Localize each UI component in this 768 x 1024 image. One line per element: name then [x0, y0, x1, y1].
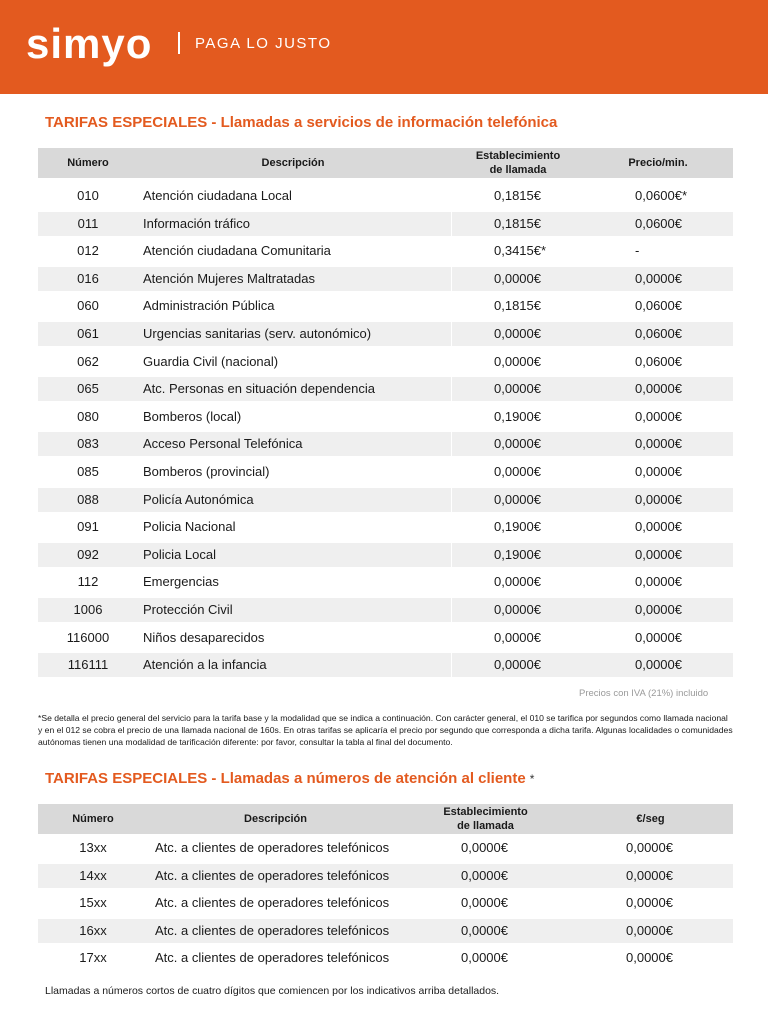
col-descripcion: Descripción	[261, 157, 325, 169]
cell-numero: 065	[77, 381, 99, 397]
cell-precio: 0,0000€	[626, 867, 673, 883]
cell-descripcion: Policía Autonómica	[143, 491, 254, 507]
cell-descripcion: Policia Local	[143, 546, 216, 562]
cell-establecimiento: 0,0000€	[494, 326, 541, 341]
cell-numero: 080	[77, 408, 99, 424]
cell-descripcion: Bomberos (local)	[143, 408, 242, 424]
cell-divider	[451, 488, 452, 512]
cell-numero: 083	[77, 436, 99, 452]
cell-numero: 060	[77, 298, 99, 314]
table-row	[38, 212, 733, 236]
cell-precio: 0,0000€	[635, 629, 682, 645]
table-row	[38, 350, 733, 374]
cell-precio: -	[635, 243, 640, 259]
cell-precio: 0,0600€	[635, 326, 682, 341]
cell-descripcion: Administración Pública	[143, 298, 275, 314]
cell-divider	[451, 432, 452, 456]
cell-establecimiento: 0,0000€	[494, 574, 541, 590]
cell-descripcion: Atención Mujeres Maltratadas	[143, 270, 315, 286]
cell-descripcion: Atc. a clientes de operadores telefónicos	[155, 840, 390, 855]
cell-descripcion: Atc. a clientes de operadores telefónicos	[155, 895, 390, 910]
cell-precio: 0,0000€	[635, 602, 682, 617]
cell-descripcion: Información tráfico	[143, 215, 250, 231]
cell-divider	[451, 543, 452, 567]
cell-precio: 0,0000€	[635, 657, 682, 673]
cell-divider	[451, 239, 452, 263]
section2-title-text: TARIFAS ESPECIALES - Llamadas a números de atención al cliente	[45, 770, 526, 787]
cell-numero: 112	[77, 574, 99, 590]
brand-tagline: PAGA LO JUSTO	[195, 35, 332, 52]
table-row	[38, 946, 733, 970]
cell-divider	[451, 350, 452, 374]
cell-divider	[451, 322, 452, 346]
cell-precio: 0,0000€	[635, 436, 682, 452]
cell-numero: 116111	[67, 657, 109, 673]
cell-establecimiento: 0,0000€	[494, 436, 541, 452]
cell-numero: 016	[77, 270, 99, 286]
table-row	[38, 543, 733, 567]
cell-precio: 0,0000€	[626, 922, 673, 938]
cell-precio: 0,0000€	[635, 574, 682, 590]
cell-descripcion: Acceso Personal Telefónica	[143, 436, 303, 452]
cell-numero: 088	[77, 491, 99, 507]
cell-establecimiento: 0,1900€	[494, 408, 541, 424]
col-establecimiento: Establecimiento de llamada	[475, 150, 561, 176]
cell-divider	[451, 212, 452, 236]
cell-establecimiento: 0,0000€	[494, 602, 541, 617]
col-numero: Número	[67, 157, 109, 169]
cell-descripcion: Niños desaparecidos	[143, 629, 265, 645]
cell-descripcion: Atención a la infancia	[143, 657, 267, 673]
cell-establecimiento: 0,1900€	[494, 519, 541, 535]
table-row	[38, 836, 733, 860]
cell-precio: 0,0000€	[635, 381, 682, 397]
cell-numero: 062	[77, 353, 99, 369]
header-bar	[0, 0, 768, 94]
table-row	[38, 598, 733, 622]
cell-divider	[451, 653, 452, 677]
vat-note: Precios con IVA (21%) incluido	[579, 688, 709, 699]
col-descripcion: Descripción	[244, 813, 307, 825]
col-precio-seg: €/seg	[636, 813, 665, 825]
table-row	[38, 919, 733, 943]
table-row	[38, 377, 733, 401]
cell-establecimiento: 0,0000€	[494, 491, 541, 507]
cell-divider	[451, 626, 452, 650]
table-row	[38, 515, 733, 539]
section1-title: TARIFAS ESPECIALES - Llamadas a servicios de información telefónica	[45, 114, 558, 131]
cell-numero: 011	[77, 215, 99, 231]
bottom-note: Llamadas a números cortos de cuatro dígitos que comiencen por los indicativos arriba detallados.	[45, 985, 500, 997]
cell-precio: 0,0600€	[635, 353, 682, 369]
cell-descripcion: Atención ciudadana Comunitaria	[143, 243, 331, 259]
cell-descripcion: Atc. a clientes de operadores telefónicos	[155, 867, 390, 883]
cell-descripcion: Atención ciudadana Local	[143, 188, 292, 203]
table-row	[38, 294, 733, 318]
col-establecimiento: Establecimiento de llamada	[443, 806, 528, 832]
cell-divider	[451, 267, 452, 291]
cell-numero: 012	[77, 243, 99, 259]
cell-establecimiento: 0,0000€	[461, 895, 508, 910]
cell-establecimiento: 0,1815€	[494, 188, 541, 203]
cell-descripcion: Emergencias	[143, 574, 219, 590]
cell-precio: 0,0000€	[626, 895, 673, 910]
logo-divider	[178, 32, 180, 54]
section1-table-header	[38, 148, 733, 178]
cell-descripcion: Atc. a clientes de operadores telefónicos	[155, 950, 390, 965]
table-row	[38, 267, 733, 291]
cell-divider	[451, 377, 452, 401]
table-row	[38, 891, 733, 915]
cell-establecimiento: 0,3415€*	[494, 243, 547, 259]
cell-numero: 092	[77, 546, 99, 562]
table-row	[38, 460, 733, 484]
cell-divider	[451, 515, 452, 539]
cell-numero: 13xx	[79, 840, 107, 855]
cell-numero: 061	[77, 326, 99, 341]
cell-establecimiento: 0,0000€	[494, 657, 541, 673]
cell-divider	[451, 460, 452, 484]
cell-establecimiento: 0,0000€	[461, 867, 508, 883]
section2-title	[45, 769, 534, 789]
cell-establecimiento: 0,0000€	[461, 840, 508, 855]
cell-numero: 1006	[73, 602, 103, 617]
cell-descripcion: Urgencias sanitarias (serv. autonómico)	[143, 326, 372, 341]
cell-descripcion: Atc. Personas en situación dependencia	[143, 381, 375, 397]
table-row	[38, 488, 733, 512]
cell-descripcion: Policia Nacional	[143, 519, 236, 535]
cell-establecimiento: 0,0000€	[461, 950, 508, 965]
cell-precio: 0,0000€	[635, 464, 682, 479]
cell-precio: 0,0000€	[635, 546, 682, 562]
cell-numero: 010	[77, 188, 99, 203]
brand-logo: simyo	[26, 20, 153, 67]
cell-descripcion: Guardia Civil (nacional)	[143, 353, 279, 369]
cell-divider	[451, 598, 452, 622]
cell-establecimiento: 0,1900€	[494, 546, 541, 562]
table-row	[38, 184, 733, 208]
table-row	[38, 432, 733, 456]
footnote: *Se detalla el precio general del servicio para la tarifa base y la modalidad que se indica a continuación. Con carácter general, el 010 se tarifica por segundos como llamada nacional y en el 012 se cobra el precio de una llamada nacional de 160s. En otras tarifas se aplicaría el precio por segundo que corresponda a dicha tarifa. Algunas localidades o comunidades autónomas tienen una modalidad de tarificación diferente: por favor, consultar la tabla al final del documento.	[38, 713, 733, 747]
cell-precio: 0,0000€	[626, 950, 673, 965]
section2-title-star: *	[529, 772, 535, 786]
col-precio: Precio/min.	[628, 157, 688, 169]
cell-precio: 0,0000€	[635, 408, 682, 424]
cell-descripcion: Atc. a clientes de operadores telefónicos	[155, 922, 390, 938]
cell-establecimiento: 0,1815€	[494, 298, 541, 314]
cell-numero: 14xx	[79, 867, 107, 883]
cell-numero: 116000	[66, 629, 110, 645]
table-row	[38, 239, 733, 263]
cell-establecimiento: 0,0000€	[494, 464, 541, 479]
table-row	[38, 405, 733, 429]
cell-precio: 0,0000€	[626, 840, 673, 855]
cell-numero: 17xx	[79, 950, 107, 965]
cell-establecimiento: 0,0000€	[494, 381, 541, 397]
cell-precio: 0,0000€	[635, 519, 682, 535]
cell-divider	[451, 405, 452, 429]
col-numero: Número	[72, 813, 114, 825]
cell-establecimiento: 0,1815€	[494, 215, 541, 231]
cell-descripcion: Protección Civil	[143, 602, 233, 617]
table-row	[38, 626, 733, 650]
cell-descripcion: Bomberos (provincial)	[143, 464, 270, 479]
cell-establecimiento: 0,0000€	[461, 922, 508, 938]
cell-divider	[451, 570, 452, 594]
cell-precio: 0,0600€	[635, 215, 682, 231]
cell-precio: 0,0000€	[635, 270, 682, 286]
cell-precio: 0,0600€	[635, 298, 682, 314]
section2-table-header	[38, 804, 733, 834]
table-row	[38, 570, 733, 594]
table-row	[38, 322, 733, 346]
cell-divider	[451, 184, 452, 208]
cell-establecimiento: 0,0000€	[494, 629, 541, 645]
table-row	[38, 653, 733, 677]
cell-precio: 0,0000€	[635, 491, 682, 507]
cell-establecimiento: 0,0000€	[494, 270, 541, 286]
cell-numero: 15xx	[79, 895, 107, 910]
cell-precio: 0,0600€*	[635, 188, 688, 203]
table-row	[38, 864, 733, 888]
cell-numero: 16xx	[79, 922, 107, 938]
cell-establecimiento: 0,0000€	[494, 353, 541, 369]
cell-divider	[451, 294, 452, 318]
cell-numero: 091	[77, 519, 99, 535]
cell-numero: 085	[77, 464, 99, 479]
